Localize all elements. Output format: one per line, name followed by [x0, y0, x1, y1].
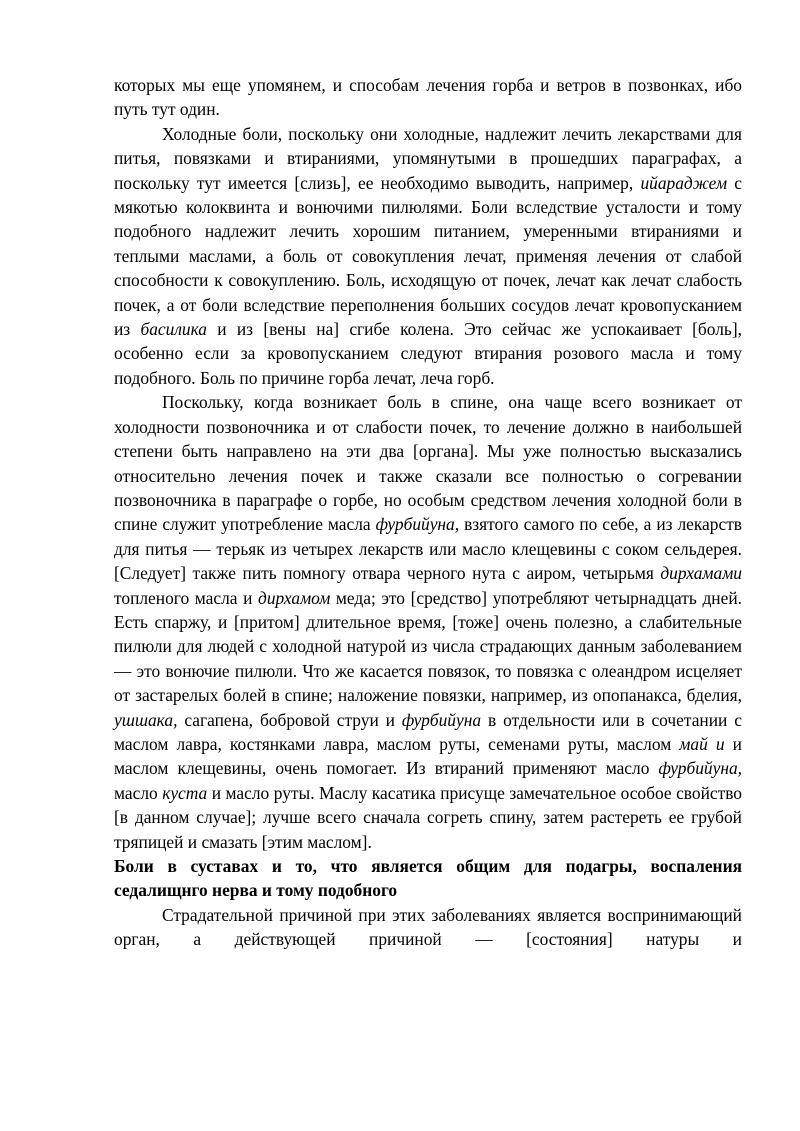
text-run: Боли в суставах и то, что является общим для подагры, воспаления седалищнго нерва и тому подобного — [114, 856, 742, 901]
text-run: и маслом клещевины, очень помогает. Из втираний применяют масло — [114, 733, 742, 779]
text-run: Страдательной причиной при этих заболеваниях является воспринимающий орган, а действующей причиной — [состояния] натуры и — [114, 904, 742, 950]
text-run: взятого самого по себе, а из лекарств для питья — терьяк из четырех лекарств или масло клещевины с соком сельдерея. [Следует] также пить помногу отвара черного нута с аиром, четырьмя — [114, 514, 743, 584]
text-run: меда; это [средство] употребляют четырнадцать дней. Есть спаржу, и [притом] длительное время, [тоже] очень полезно, а слабительные пилюли для людей с холодной натурой из числа страдающих данным заболеванием — это вонючие пилюли. Что же касается повязок, то повязка с олеандром исцеляет от застарелых болей в спине; наложение повязки, например, из опопанакса, бделия, — [114, 587, 742, 706]
italic-term: ийараджем — [640, 172, 728, 193]
text-run: масло — [114, 782, 163, 803]
text-run: и масло руты. Маслу касатика присуще замечательное особое свойство [в данном случае]; лучше всего сначала согреть спину, затем растереть ее грубой тряпицей и смазать [этим маслом]. — [114, 782, 742, 852]
text-run: в отдельности или в сочетании с маслом лавра, костянками лавра, маслом руты, семенами руты, маслом — [114, 709, 742, 754]
italic-term: дирхамом — [258, 587, 331, 608]
paragraph-continuation — [114, 73, 742, 122]
italic-term: басилика — [140, 319, 207, 340]
italic-term: фурбийуна, — [375, 514, 460, 535]
text-run: топленого масла и — [114, 587, 259, 608]
italic-term: куста — [162, 782, 208, 803]
text-run: с мякотью колоквинта и вонючими пилюлями. Боли вследствие усталости и тому подобного надлежит лечить хорошим питанием, умеренными втираниями и теплыми маслами, а боль от совокупления лечат, применяя лечения от слабой способности к совокуплению. Боль, исходящую от почек, лечат как лечат слабость почек, а от боли вследствие переполнения больших сосудов лечат кровопусканием из — [114, 172, 742, 340]
italic-term: дирхамами — [660, 563, 742, 584]
italic-term: фурбийуна — [401, 709, 482, 730]
text-run: Поскольку, когда возникает боль в спине, она чаще всего возникает от холодности позвоночника и от слабости почек, то лечение должно в наибольшей степени быть направлено на эти два [органа]. Мы уже полностью высказались относительно лечения почек и также сказали все полностью о согревании позвоночника в параграфе о горбе, но особым средством лечения холодной боли в спине служит употребление масла — [114, 392, 742, 535]
paragraph-back-pain-treatment — [114, 390, 742, 854]
italic-term: ушшака, — [114, 709, 178, 730]
section-heading — [114, 854, 742, 903]
italic-term: фурбийуна, — [658, 758, 742, 779]
text-run: сагапена, бобровой струи и — [177, 709, 402, 730]
paragraph-joint-pain-causes — [114, 903, 742, 952]
paragraph-cold-pains — [114, 122, 742, 390]
text-run: и из [вены на] сгибе колена. Это сейчас же успокаивает [боль], особенно если за кровопусканием следуют втирания розового масла и тому подобного. Боль по причине горба лечат, леча горб. — [114, 319, 742, 388]
text-run: которых мы еще упомянем, и способам лечения горба и ветров в позвонках, ибо путь тут один. — [114, 75, 742, 120]
italic-term: май и — [679, 733, 725, 754]
document-page — [114, 73, 742, 952]
text-run: Холодные боли, поскольку они холодные, надлежит лечить лекарствами для питья, повязками и втираниями, упомянутыми в прошедших параграфах, а поскольку тут имеется [слизь], ее необходимо выводить, например, — [114, 123, 742, 193]
